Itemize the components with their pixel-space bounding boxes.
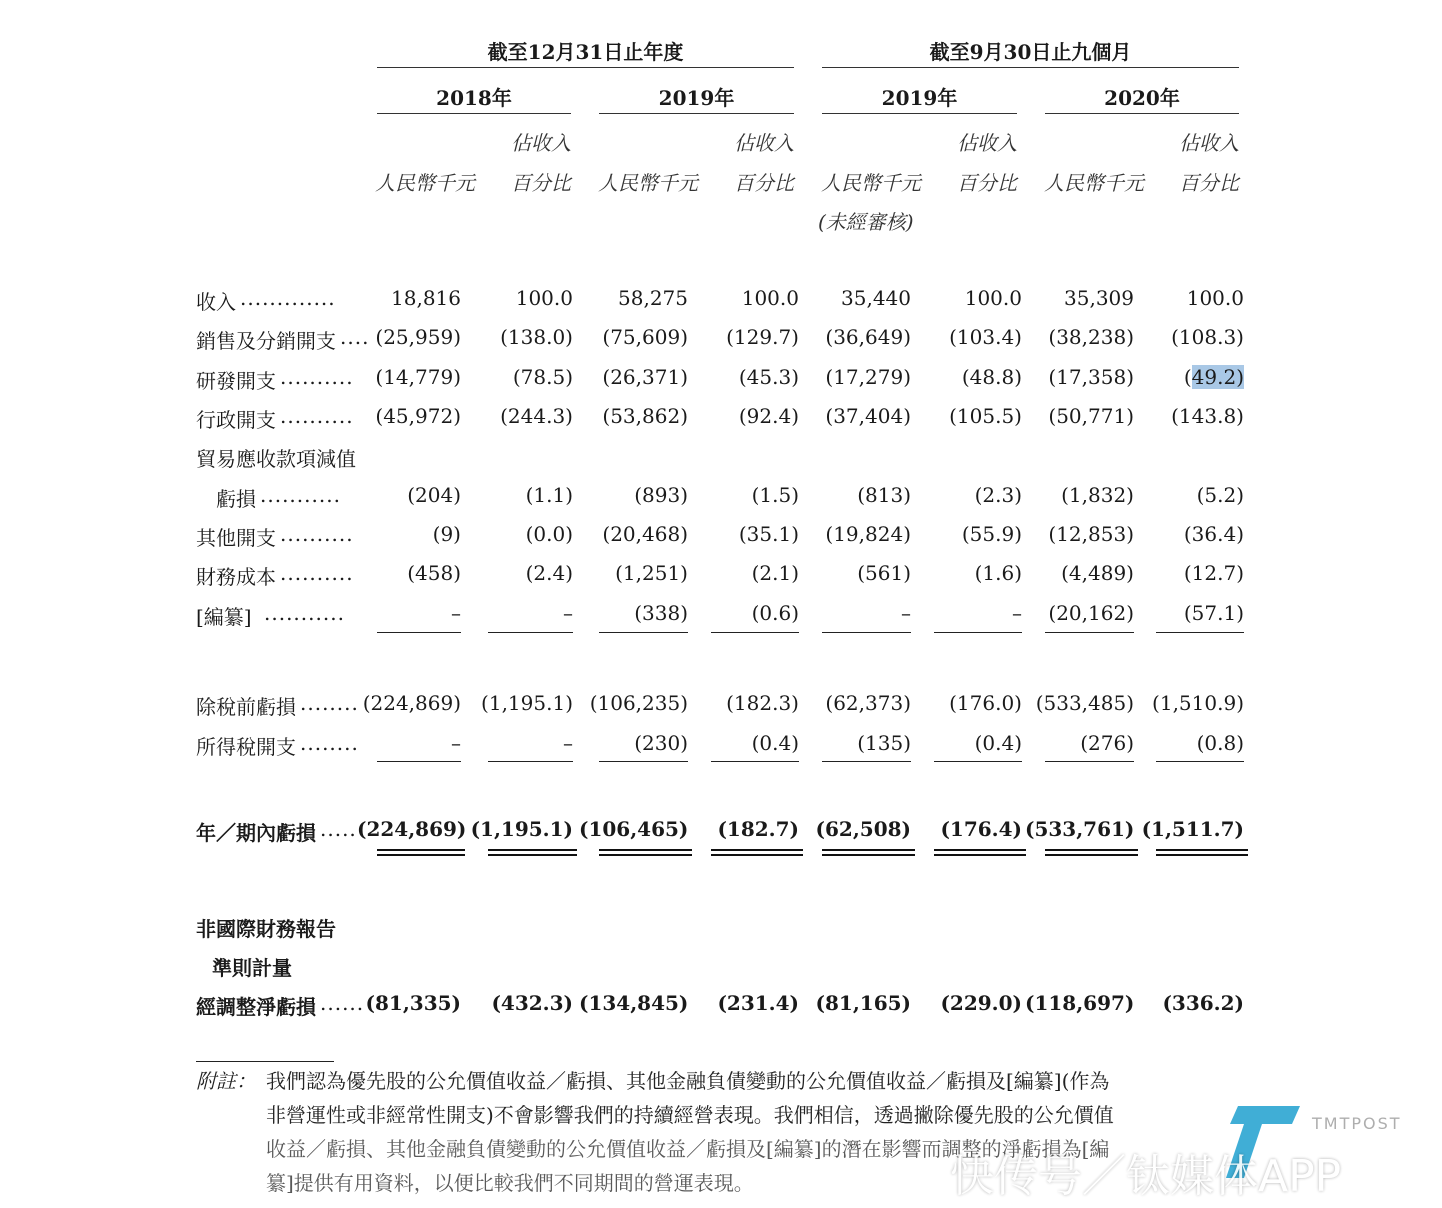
subtotal-underline xyxy=(1156,632,1244,633)
header-group-sep30: 截至9月30日止九個月 xyxy=(929,40,1132,64)
amount-cell: – xyxy=(451,731,461,755)
percent-cell: (78.5) xyxy=(512,365,573,389)
percent-cell: (92.4) xyxy=(738,404,799,428)
percent-cell: – xyxy=(563,731,573,755)
selection-highlight: 49.2) xyxy=(1191,365,1244,389)
percent-cell: (1.6) xyxy=(974,561,1022,585)
subtotal-underline xyxy=(599,632,688,633)
row-leader-dots: ...... xyxy=(320,991,365,1015)
amount-cell: (17,279) xyxy=(825,365,911,389)
footnote-rule xyxy=(196,1061,334,1062)
amount-cell: (75,609) xyxy=(602,325,688,349)
amount-cell: (458) xyxy=(407,561,461,585)
subtotal-underline xyxy=(377,761,461,762)
row-leader-dots: .......... xyxy=(280,522,354,546)
amount-cell: (106,465) xyxy=(579,817,689,841)
header-pct-line2-1: 百分比 xyxy=(511,171,571,195)
row-label: 除稅前虧損 xyxy=(196,695,296,719)
row-label: 研發開支 xyxy=(196,369,276,393)
percent-cell: (231.4) xyxy=(717,991,799,1015)
percent-cell: (35.1) xyxy=(738,522,799,546)
amount-cell: (36,649) xyxy=(825,325,911,349)
amount-cell: (134,845) xyxy=(579,991,689,1015)
percent-cell: (48.8) xyxy=(961,365,1022,389)
row-leader-dots: .......... xyxy=(280,404,354,428)
header-group-dec31: 截至12月31日止年度 xyxy=(487,40,684,64)
footnote-label: 附註： xyxy=(196,1069,256,1093)
percent-cell: – xyxy=(1012,601,1022,625)
percent-cell: (1,195.1) xyxy=(470,817,573,841)
percent-cell: (143.8) xyxy=(1171,404,1244,428)
total-double-underline xyxy=(711,849,803,856)
row-label: 非國際財務報告 xyxy=(196,917,336,941)
header-pct-line2-4: 百分比 xyxy=(1179,171,1239,195)
row-label: 收入 xyxy=(196,290,236,314)
header-year-rule-2 xyxy=(599,113,794,114)
row-leader-dots: ........ xyxy=(300,691,359,715)
row-leader-dots: ..... xyxy=(320,817,357,841)
percent-cell: (244.3) xyxy=(500,404,573,428)
percent-cell: (2.3) xyxy=(974,483,1022,507)
amount-cell: (893) xyxy=(634,483,688,507)
amount-cell: – xyxy=(901,601,911,625)
header-group-sep30-rule xyxy=(822,67,1239,68)
watermark-text: 快传号／钛媒体APP xyxy=(950,1151,1342,1202)
header-unit-3: 人民幣千元 xyxy=(821,171,921,195)
percent-cell: (36.4) xyxy=(1183,522,1244,546)
row-label: 準則計量 xyxy=(212,956,292,980)
total-double-underline xyxy=(822,849,915,856)
header-unit-4: 人民幣千元 xyxy=(1044,171,1144,195)
header-year-rule-1 xyxy=(377,113,571,114)
row-label: 銷售及分銷開支 xyxy=(196,329,336,353)
row-label: [編纂] xyxy=(196,605,252,629)
amount-cell: (533,761) xyxy=(1025,817,1135,841)
percent-cell: (1,511.7) xyxy=(1141,817,1244,841)
percent-cell: (138.0) xyxy=(500,325,573,349)
header-pct-line2-2: 百分比 xyxy=(734,171,794,195)
header-group-dec31-rule xyxy=(377,67,794,68)
amount-cell: (224,869) xyxy=(362,691,461,715)
amount-cell: (1,832) xyxy=(1061,483,1134,507)
row-label: 貿易應收款項減值 xyxy=(196,447,356,471)
header-pct-line1-3: 佔收入 xyxy=(957,131,1017,155)
row-leader-dots: .......... xyxy=(280,561,354,585)
amount-cell: (62,508) xyxy=(815,817,911,841)
percent-cell: (103.4) xyxy=(949,325,1022,349)
header-year-3: 2019年 xyxy=(881,86,958,110)
header-pct-line1-2: 佔收入 xyxy=(734,131,794,155)
total-double-underline xyxy=(934,849,1026,856)
row-leader-dots: ............. xyxy=(240,286,336,310)
watermark-brand: TMTPOST xyxy=(1312,1114,1402,1133)
header-pct-line1-4: 佔收入 xyxy=(1179,131,1239,155)
percent-cell: (108.3) xyxy=(1171,325,1244,349)
subtotal-underline xyxy=(488,632,573,633)
subtotal-underline xyxy=(711,761,799,762)
percent-cell: (5.2) xyxy=(1196,483,1244,507)
subtotal-underline xyxy=(1045,761,1134,762)
row-label: 其他開支 xyxy=(196,526,276,550)
amount-cell: (12,853) xyxy=(1048,522,1134,546)
percent-cell: (0.8) xyxy=(1196,731,1244,755)
row-leader-dots: .... xyxy=(340,325,370,349)
percent-cell: 100.0 xyxy=(741,286,799,310)
percent-cell: (176.0) xyxy=(949,691,1022,715)
amount-cell: 35,309 xyxy=(1064,286,1134,310)
header-year-rule-4 xyxy=(1045,113,1239,114)
subtotal-underline xyxy=(822,632,911,633)
amount-cell: (20,468) xyxy=(602,522,688,546)
footnote-line: 纂]提供有用資料，以便比較我們不同期間的營運表現。 xyxy=(266,1171,754,1195)
percent-cell: (129.7) xyxy=(726,325,799,349)
amount-cell: (4,489) xyxy=(1061,561,1134,585)
amount-cell: (204) xyxy=(407,483,461,507)
header-year-rule-3 xyxy=(822,113,1017,114)
percent-cell: (1,510.9) xyxy=(1152,691,1244,715)
amount-cell: (118,697) xyxy=(1025,991,1135,1015)
row-leader-dots: .......... xyxy=(280,365,354,389)
subtotal-underline xyxy=(934,761,1022,762)
total-double-underline xyxy=(488,849,577,856)
percent-cell: 100.0 xyxy=(515,286,573,310)
percent-cell: (176.4) xyxy=(940,817,1022,841)
amount-cell: – xyxy=(451,601,461,625)
header-pct-line1-1: 佔收入 xyxy=(511,131,571,155)
percent-cell: (1,195.1) xyxy=(481,691,573,715)
percent-cell: (1.1) xyxy=(525,483,573,507)
percent-cell: (0.4) xyxy=(751,731,799,755)
amount-cell: (14,779) xyxy=(375,365,461,389)
amount-cell: (19,824) xyxy=(825,522,911,546)
row-label: 行政開支 xyxy=(196,408,276,432)
percent-cell: (336.2) xyxy=(1162,991,1244,1015)
amount-cell: (38,238) xyxy=(1048,325,1134,349)
percent-cell: 100.0 xyxy=(964,286,1022,310)
amount-cell: (338) xyxy=(634,601,688,625)
subtotal-underline xyxy=(488,761,573,762)
amount-cell: (62,373) xyxy=(825,691,911,715)
amount-cell: 18,816 xyxy=(391,286,461,310)
percent-cell: (57.1) xyxy=(1183,601,1244,625)
percent-cell: 100.0 xyxy=(1186,286,1244,310)
percent-cell: (229.0) xyxy=(940,991,1022,1015)
header-year-4: 2020年 xyxy=(1104,86,1180,110)
header-unit-2: 人民幣千元 xyxy=(598,171,698,195)
row-leader-dots: ........... xyxy=(264,601,345,625)
amount-cell: (20,162) xyxy=(1048,601,1134,625)
amount-cell: (50,771) xyxy=(1048,404,1134,428)
subtotal-underline xyxy=(1156,761,1244,762)
amount-cell: (230) xyxy=(634,731,688,755)
subtotal-underline xyxy=(377,632,461,633)
amount-cell: (561) xyxy=(857,561,911,585)
amount-cell: (81,335) xyxy=(365,991,461,1015)
amount-cell: (37,404) xyxy=(825,404,911,428)
percent-cell: (49.2) xyxy=(1183,365,1244,389)
percent-cell: (2.1) xyxy=(751,561,799,585)
percent-cell: (2.4) xyxy=(525,561,573,585)
subtotal-underline xyxy=(822,761,911,762)
row-label: 年／期內虧損 xyxy=(196,821,316,845)
row-label: 所得稅開支 xyxy=(196,735,296,759)
footnote-line: 收益／虧損、其他金融負債變動的公允價值收益／虧損及[編纂]的潛在影響而調整的淨虧損為[編 xyxy=(266,1137,1110,1161)
header-unit-1: 人民幣千元 xyxy=(375,171,475,195)
amount-cell: (1,251) xyxy=(615,561,688,585)
amount-cell: (106,235) xyxy=(589,691,688,715)
header-year-1: 2018年 xyxy=(436,86,512,110)
total-double-underline xyxy=(1045,849,1138,856)
percent-cell: (105.5) xyxy=(949,404,1022,428)
total-double-underline xyxy=(1156,849,1248,856)
amount-cell: (135) xyxy=(857,731,911,755)
percent-cell: (45.3) xyxy=(738,365,799,389)
header-pct-line2-3: 百分比 xyxy=(957,171,1017,195)
header-year-2: 2019年 xyxy=(658,86,735,110)
subtotal-underline xyxy=(599,761,688,762)
row-label: 財務成本 xyxy=(196,565,276,589)
percent-cell: (182.7) xyxy=(717,817,799,841)
percent-cell: (55.9) xyxy=(961,522,1022,546)
amount-cell: (17,358) xyxy=(1048,365,1134,389)
percent-cell: (12.7) xyxy=(1183,561,1244,585)
subtotal-underline xyxy=(1045,632,1134,633)
row-leader-dots: ........... xyxy=(260,483,341,507)
subtotal-underline xyxy=(934,632,1022,633)
footnote-line: 非營運性或非經常性開支)不會影響我們的持續經營表現。我們相信，透過撇除優先股的公允價值 xyxy=(266,1103,1114,1127)
percent-cell: (0.0) xyxy=(525,522,573,546)
percent-cell: – xyxy=(563,601,573,625)
row-label: 經調整淨虧損 xyxy=(196,995,316,1019)
amount-cell: (45,972) xyxy=(375,404,461,428)
amount-cell: (533,485) xyxy=(1035,691,1134,715)
subtotal-underline xyxy=(711,632,799,633)
amount-cell: (25,959) xyxy=(375,325,461,349)
total-double-underline xyxy=(377,849,465,856)
amount-cell: (224,869) xyxy=(357,817,467,841)
percent-cell: (0.6) xyxy=(751,601,799,625)
percent-cell: (1.5) xyxy=(751,483,799,507)
amount-cell: (9) xyxy=(432,522,461,546)
row-label: 虧損 xyxy=(216,487,256,511)
percent-cell: (432.3) xyxy=(491,991,573,1015)
percent-cell: (0.4) xyxy=(974,731,1022,755)
footnote-line: 我們認為優先股的公允價值收益／虧損、其他金融負債變動的公允價值收益／虧損及[編纂](作為 xyxy=(266,1069,1110,1093)
amount-cell: 35,440 xyxy=(841,286,911,310)
amount-cell: (53,862) xyxy=(602,404,688,428)
row-leader-dots: ........ xyxy=(300,731,359,755)
percent-cell: (182.3) xyxy=(726,691,799,715)
amount-cell: (813) xyxy=(857,483,911,507)
amount-cell: (81,165) xyxy=(815,991,911,1015)
header-unaudited: (未經審核) xyxy=(818,210,914,234)
amount-cell: 58,275 xyxy=(618,286,688,310)
amount-cell: (276) xyxy=(1080,731,1134,755)
total-double-underline xyxy=(599,849,692,856)
amount-cell: (26,371) xyxy=(602,365,688,389)
